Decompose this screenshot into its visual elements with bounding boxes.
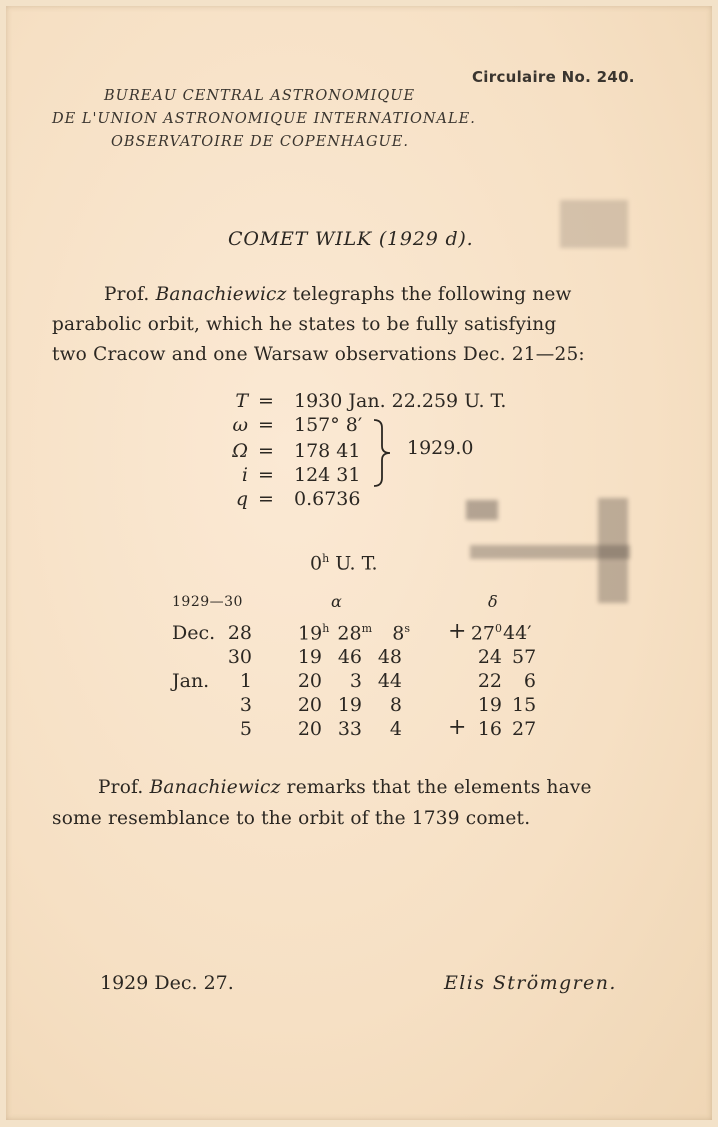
row-day: 1 xyxy=(239,670,252,692)
row-day: 30 xyxy=(227,646,252,668)
row-month: Dec. xyxy=(172,622,216,644)
row-ra-hours-value: 20 xyxy=(297,694,322,716)
row-dec-degrees-value: 24 xyxy=(477,646,502,668)
orbit-i-value: 124 31 xyxy=(294,464,361,486)
dec-degrees-unit: 0 xyxy=(495,622,502,635)
footer-date: 1929 Dec. 27. xyxy=(100,972,234,994)
ephemeris-heading-sup: h xyxy=(322,552,330,565)
row-dec-degrees xyxy=(466,670,502,692)
row-ra-hours-value: 20 xyxy=(297,718,322,740)
row-dec-sign: + xyxy=(448,619,467,644)
orbit-omega-equals: = xyxy=(258,414,274,436)
stamp-mark-middle xyxy=(466,500,498,520)
row-ra-hours-value: 20 xyxy=(297,670,322,692)
orbit-T-equals: = xyxy=(258,390,274,412)
orbit-omega-value: 157° 8′ xyxy=(294,414,363,436)
row-ra-seconds xyxy=(374,670,402,692)
orbit-omega-symbol: ω xyxy=(232,414,248,436)
row-day: 5 xyxy=(239,718,252,740)
orbit-brace xyxy=(370,418,396,488)
row-dec-minutes xyxy=(512,646,536,668)
row-day: 3 xyxy=(239,694,252,716)
remark-line-1 xyxy=(98,777,592,798)
row-ra-hours-value: 19 xyxy=(297,646,322,668)
row-dec-sign: + xyxy=(448,715,467,740)
orbit-T-symbol: T xyxy=(235,390,248,412)
row-ra-hours xyxy=(290,694,322,716)
row-ra-seconds-value: 4 xyxy=(389,718,402,740)
row-dec-degrees xyxy=(466,694,502,716)
stamp-mark-top xyxy=(560,200,628,248)
row-ra-minutes-value: 19 xyxy=(337,694,362,716)
intro-line-1 xyxy=(104,284,572,305)
row-ra-minutes-value: 46 xyxy=(337,646,362,668)
comet-title: COMET WILK (1929 d). xyxy=(228,228,474,250)
orbit-node-equals: = xyxy=(258,440,274,462)
footer-signature: Elis Strömgren. xyxy=(444,972,617,994)
orbit-q-value: 0.6736 xyxy=(294,488,361,510)
orbit-i-symbol: i xyxy=(241,464,248,486)
row-ra-seconds xyxy=(374,718,402,740)
row-dec-minutes xyxy=(512,694,536,716)
intro-line-2: parabolic orbit, which he states to be fully satisfying xyxy=(52,314,557,335)
row-ra-hours xyxy=(290,646,322,668)
row-dec-minutes-value: 27 xyxy=(512,718,537,740)
intro-line-3: two Cracow and one Warsaw observations Dec. 21—25: xyxy=(52,344,585,365)
row-dec-minutes-value: 44 xyxy=(503,622,528,644)
orbit-epoch: 1929.0 xyxy=(407,437,474,459)
row-ra-hours-value: 19 xyxy=(298,622,323,645)
stamp-mark-side xyxy=(598,498,628,603)
row-dec-degrees-value: 27 xyxy=(470,622,495,645)
row-dec-degrees xyxy=(466,718,502,740)
ephemeris-heading-rest: U. T. xyxy=(329,552,378,575)
row-ra-minutes-value: 28 xyxy=(337,622,362,645)
row-ra-seconds xyxy=(374,694,402,716)
row-ra-seconds-value: 44 xyxy=(377,670,402,692)
row-ra-seconds-value: 8 xyxy=(389,694,402,716)
row-ra-minutes xyxy=(332,622,372,644)
row-dec-minutes-value: 15 xyxy=(512,694,537,716)
row-ra-seconds xyxy=(380,622,410,644)
ephemeris-heading xyxy=(310,552,378,574)
row-ra-minutes xyxy=(334,718,362,740)
orbit-node-value: 178 41 xyxy=(294,440,361,462)
row-dec-degrees xyxy=(466,646,502,668)
bureau-line-2: DE L'UNION ASTRONOMIQUE INTERNATIONALE. xyxy=(52,111,476,127)
ra-hours-unit: h xyxy=(322,622,330,635)
row-ra-hours xyxy=(290,670,322,692)
row-ra-minutes xyxy=(334,646,362,668)
row-dec-degrees xyxy=(466,622,502,644)
orbit-q-symbol: q xyxy=(235,488,248,510)
row-ra-minutes-value: 33 xyxy=(337,718,362,740)
row-dec-minutes xyxy=(512,670,536,692)
ra-seconds-unit: s xyxy=(404,622,410,635)
row-dec-minutes-value: 57 xyxy=(512,646,537,668)
remark-prof: Prof. xyxy=(98,777,150,798)
row-dec-minutes xyxy=(512,718,536,740)
bureau-line-1: BUREAU CENTRAL ASTRONOMIQUE xyxy=(104,88,416,104)
orbit-q-equals: = xyxy=(258,488,274,510)
ra-minutes-unit: m xyxy=(361,622,372,635)
row-ra-seconds-value: 48 xyxy=(377,646,402,668)
intro-astronomer-name: Banachiewicz xyxy=(155,284,287,305)
row-month: Jan. xyxy=(172,670,210,692)
row-ra-minutes-value: 3 xyxy=(349,670,362,692)
orbit-T-value: 1930 Jan. 22.259 U. T. xyxy=(294,390,507,412)
circular-number: Circulaire No. 240. xyxy=(472,68,635,86)
remark-line-1-rest: remarks that the elements have xyxy=(280,777,592,798)
ephemeris-alpha-label: α xyxy=(331,592,342,611)
ephemeris-delta-label: δ xyxy=(488,592,498,611)
row-day: 28 xyxy=(227,622,252,644)
ephemeris-year-label: 1929—30 xyxy=(172,594,243,610)
row-dec-minutes xyxy=(503,622,532,644)
remark-line-2: some resemblance to the orbit of the 1739 comet. xyxy=(52,808,531,829)
row-dec-minutes-value: 6 xyxy=(523,670,536,692)
orbit-node-symbol: Ω xyxy=(232,440,248,462)
row-ra-minutes xyxy=(334,694,362,716)
intro-line-1-rest: telegraphs the following new xyxy=(286,284,572,305)
bureau-line-3: OBSERVATOIRE DE COPENHAGUE. xyxy=(111,134,409,150)
row-dec-degrees-value: 19 xyxy=(477,694,502,716)
remark-astronomer-name: Banachiewicz xyxy=(149,777,281,798)
row-ra-seconds xyxy=(374,646,402,668)
orbit-i-equals: = xyxy=(258,464,274,486)
row-ra-seconds-value: 8 xyxy=(392,622,405,645)
intro-prof: Prof. xyxy=(104,284,156,305)
dec-arcmin-unit: ′ xyxy=(527,622,532,644)
row-dec-degrees-value: 22 xyxy=(477,670,502,692)
ephemeris-heading-base: 0 xyxy=(310,552,323,575)
row-ra-hours xyxy=(290,718,322,740)
row-ra-minutes xyxy=(334,670,362,692)
row-dec-degrees-value: 16 xyxy=(477,718,502,740)
